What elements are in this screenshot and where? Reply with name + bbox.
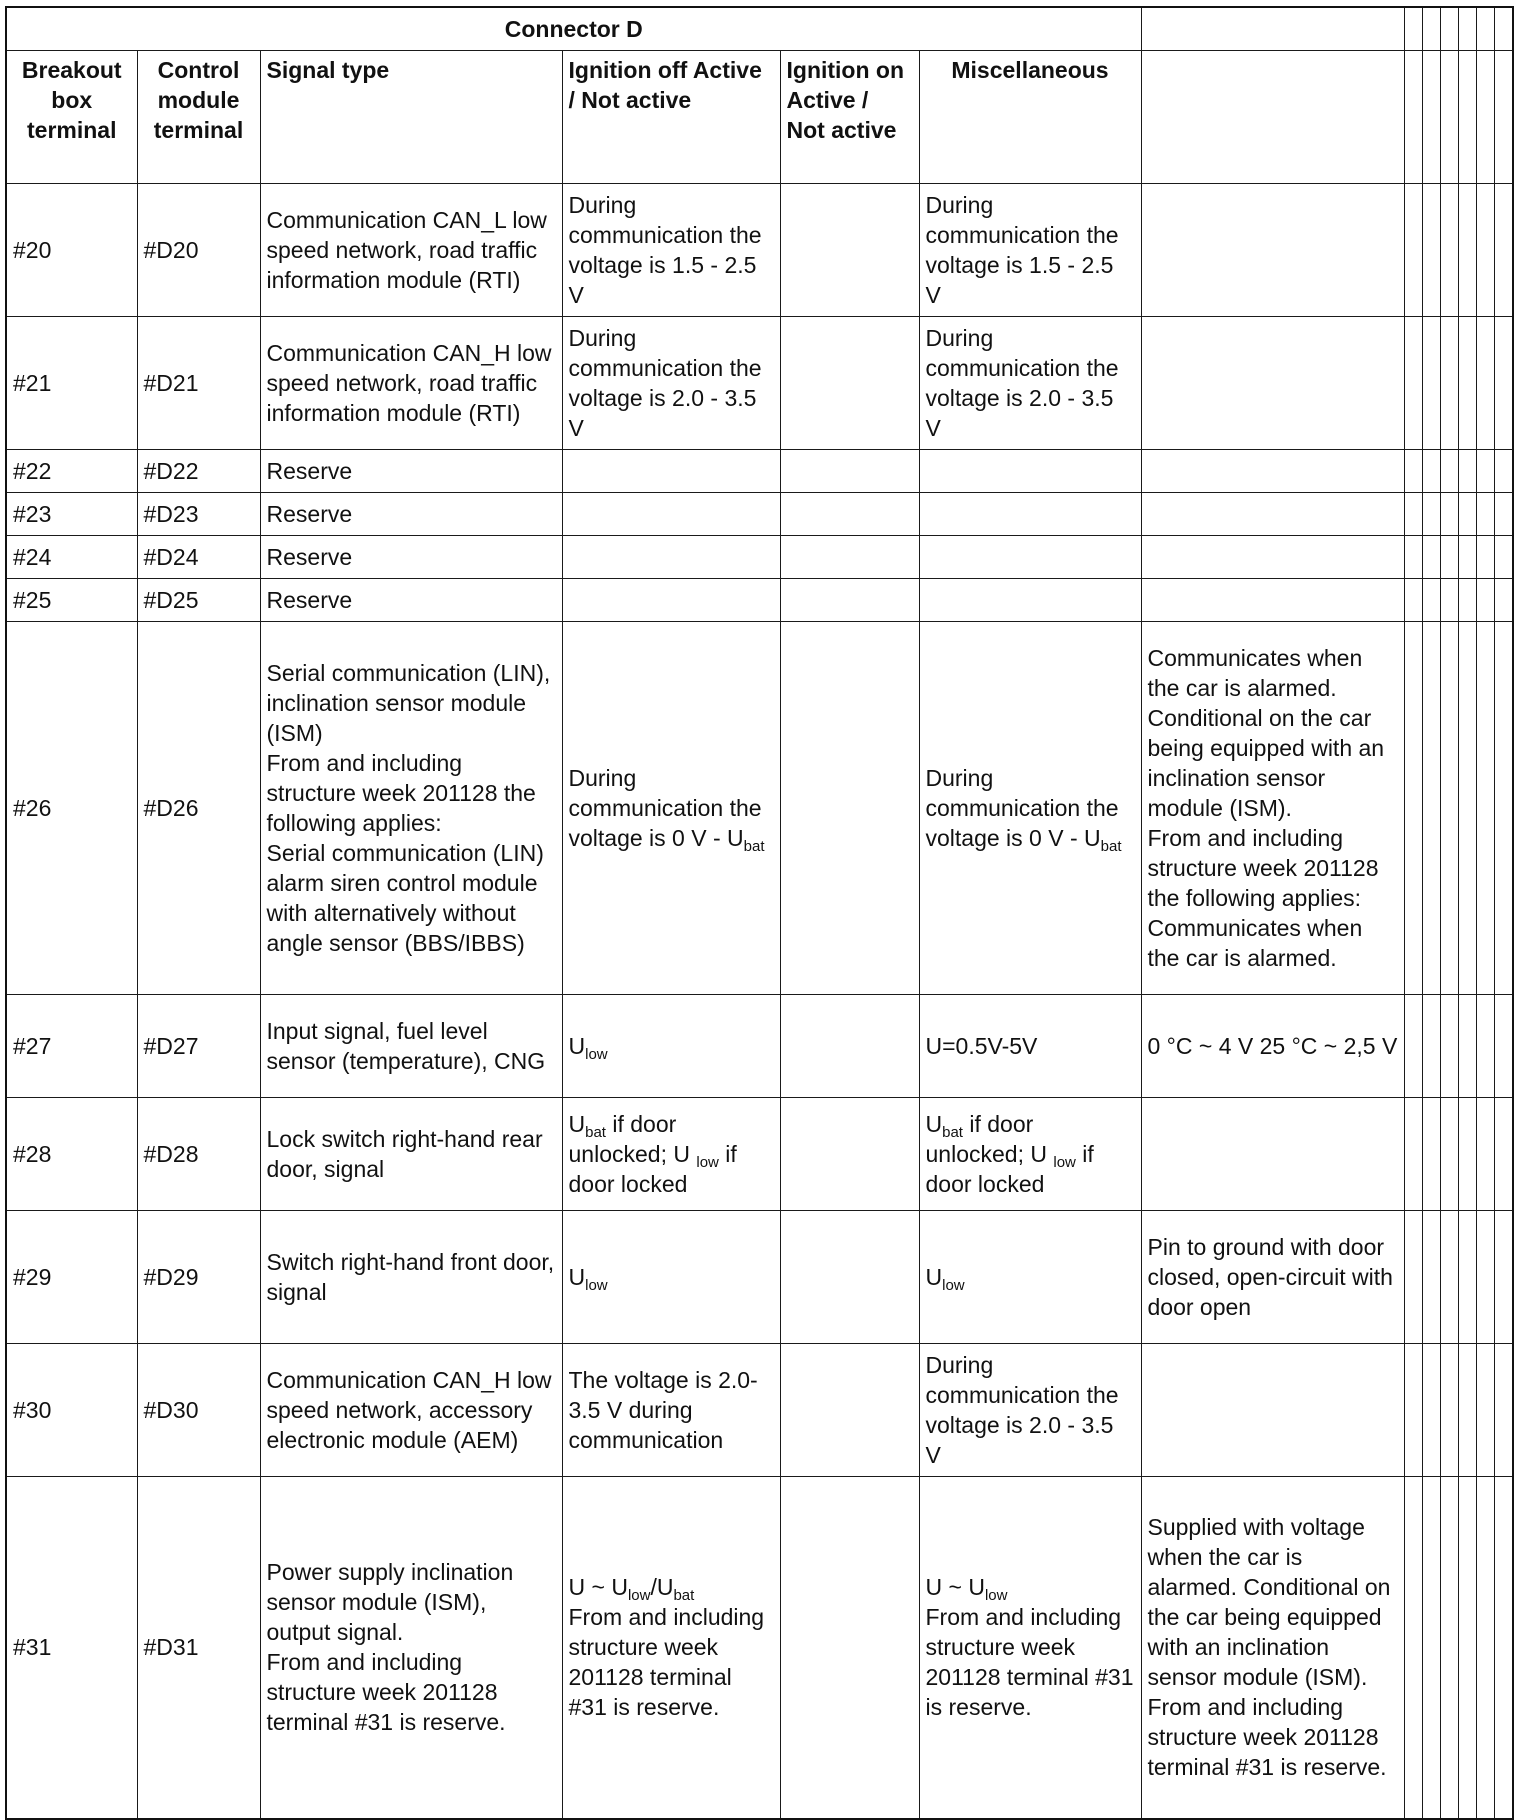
title-spacer [1141,7,1404,50]
text-part: /U [650,1574,674,1601]
miscellaneous-cell: During communication the voltage is 1.5 - 2.5 V [919,183,1141,316]
strip-cell [1404,449,1422,492]
header-extra [1141,50,1404,183]
strip-cell [1476,994,1494,1097]
strip-cell [1494,183,1513,316]
control-terminal-cell: #D29 [137,1210,260,1343]
signal-type-cell: Input signal, fuel level sensor (temperature), CNG [260,994,562,1097]
text-part: From and including structure week 201128 terminal #31 is reserve. [925,1604,1134,1721]
header-signal-type: Signal type [260,50,562,183]
breakout-terminal-cell: #31 [6,1476,137,1819]
strip-cell [1404,1210,1422,1343]
control-terminal-cell: #D26 [137,621,260,994]
signal-type-cell: Power supply inclination sensor module (ISM), output signal. From and including structure week 201128 terminal #31 is reserve. [260,1476,562,1819]
strip-cell [1422,1097,1440,1210]
extra-cell: Supplied with voltage when the car is alarmed. Conditional on the car being equipped with an inclination sensor module (ISM). From and including structure week 201128 terminal #31 is reserve. [1141,1476,1404,1819]
strip-cell [1404,1343,1422,1476]
miscellaneous-cell [919,1097,1141,1210]
miscellaneous-cell [919,578,1141,621]
strip-cell [1458,183,1476,316]
strip-cell [1422,7,1440,50]
text-part: if door locked [568,1140,737,1197]
text-part: if door locked [925,1140,1094,1197]
header-ignition-off: Ignition off Active / Not active [562,50,780,183]
strip-cell [1440,492,1458,535]
table-row [6,1097,1513,1210]
ignition-on-cell [780,535,919,578]
strip-cell [1404,578,1422,621]
table-row [6,492,1513,535]
ignition-off-cell [562,535,780,578]
ignition-on-cell [780,1476,919,1819]
strip-cell [1458,1476,1476,1819]
signal-type-cell: Communication CAN_L low speed network, road traffic information module (RTI) [260,183,562,316]
strip-cell [1476,1210,1494,1343]
strip-cell [1494,1343,1513,1476]
table-row [6,183,1513,316]
control-terminal-cell: #D28 [137,1097,260,1210]
ignition-on-cell [780,1210,919,1343]
subscript: low [984,1587,1008,1605]
ignition-off-cell [562,449,780,492]
strip-cell [1404,50,1422,183]
ignition-on-cell [780,492,919,535]
strip-cell [1404,183,1422,316]
ignition-on-cell [780,621,919,994]
miscellaneous-cell [919,1476,1141,1819]
control-terminal-cell: #D21 [137,316,260,449]
signal-type-cell: Communication CAN_H low speed network, road traffic information module (RTI) [260,316,562,449]
miscellaneous-text: During communication the voltage is 0 V - U [925,764,1119,851]
text-part: if door unlocked; U [925,1110,1054,1167]
strip-cell [1476,578,1494,621]
breakout-terminal-cell: #25 [6,578,137,621]
ignition-on-cell [780,578,919,621]
strip-cell [1404,492,1422,535]
strip-cell [1476,50,1494,183]
ignition-on-cell [780,316,919,449]
strip-cell [1440,1343,1458,1476]
extra-cell [1141,535,1404,578]
strip-cell [1422,183,1440,316]
strip-cell [1476,183,1494,316]
table-row [6,449,1513,492]
ignition-off-cell: During communication the voltage is 2.0 - 3.5 V [562,316,780,449]
strip-cell [1476,316,1494,449]
strip-cell [1440,449,1458,492]
breakout-terminal-cell: #26 [6,621,137,994]
strip-cell [1422,578,1440,621]
strip-cell [1458,1210,1476,1343]
ignition-off-cell [562,1097,780,1210]
subscript: bat [743,837,765,855]
miscellaneous-cell [919,621,1141,994]
ignition-off-text: During communication the voltage is 0 V - U [568,764,762,851]
strip-cell [1440,535,1458,578]
strip-cell [1458,621,1476,994]
ignition-off-cell [562,492,780,535]
strip-cell [1440,1097,1458,1210]
control-terminal-cell: #D30 [137,1343,260,1476]
strip-cell [1476,492,1494,535]
breakout-terminal-cell: #22 [6,449,137,492]
strip-cell [1494,535,1513,578]
table-row [6,994,1513,1097]
strip-cell [1440,183,1458,316]
strip-cell [1440,1476,1458,1819]
strip-cell [1458,7,1476,50]
table-row [6,1210,1513,1343]
signal-type-cell: Lock switch right-hand rear door, signal [260,1097,562,1210]
miscellaneous-cell [919,449,1141,492]
strip-cell [1458,50,1476,183]
strip-cell [1494,1210,1513,1343]
strip-cell [1476,535,1494,578]
miscellaneous-cell [919,492,1141,535]
header-miscellaneous: Miscellaneous [919,50,1141,183]
strip-cell [1458,1343,1476,1476]
strip-cell [1476,449,1494,492]
strip-cell [1440,50,1458,183]
extra-cell: 0 °C ~ 4 V 25 °C ~ 2,5 V [1141,994,1404,1097]
signal-type-cell: Reserve [260,578,562,621]
control-terminal-cell: #D27 [137,994,260,1097]
ignition-off-cell: The voltage is 2.0-3.5 V during communication [562,1343,780,1476]
strip-cell [1422,535,1440,578]
table-row [6,1343,1513,1476]
miscellaneous-cell: U=0.5V-5V [919,994,1141,1097]
subscript: low [627,1587,651,1605]
subscript: low [585,1276,608,1294]
ignition-on-cell [780,994,919,1097]
ignition-off-cell [562,621,780,994]
extra-cell [1141,1097,1404,1210]
signal-type-cell: Reserve [260,535,562,578]
ignition-on-cell [780,1097,919,1210]
strip-cell [1422,50,1440,183]
strip-cell [1476,1343,1494,1476]
control-terminal-cell: #D31 [137,1476,260,1819]
extra-cell [1141,449,1404,492]
ignition-on-cell [780,183,919,316]
connector-d-table [5,6,1514,1820]
strip-cell [1494,316,1513,449]
strip-cell [1422,1343,1440,1476]
ignition-off-cell [562,578,780,621]
title-row [6,7,1513,50]
strip-cell [1422,492,1440,535]
miscellaneous-cell: During communication the voltage is 2.0 - 3.5 V [919,316,1141,449]
breakout-terminal-cell: #27 [6,994,137,1097]
text-part: U [568,1110,586,1137]
strip-cell [1422,449,1440,492]
strip-cell [1458,1097,1476,1210]
strip-cell [1404,535,1422,578]
table-row [6,621,1513,994]
strip-cell [1440,1210,1458,1343]
breakout-terminal-cell: #23 [6,492,137,535]
header-row [6,50,1513,183]
extra-cell [1141,492,1404,535]
strip-cell [1494,578,1513,621]
breakout-terminal-cell: #21 [6,316,137,449]
signal-type-cell: Serial communication (LIN), inclination sensor module (ISM) From and including structure week 201128 the following applies: Serial communication (LIN) alarm siren control module with alternatively without angle sensor (BBS/IBBS) [260,621,562,994]
strip-cell [1476,1097,1494,1210]
strip-cell [1404,316,1422,449]
strip-cell [1494,50,1513,183]
strip-cell [1422,1210,1440,1343]
subscript: low [1053,1153,1076,1171]
strip-cell [1458,449,1476,492]
ignition-off-cell [562,1210,780,1343]
strip-cell [1404,7,1422,50]
strip-cell [1440,578,1458,621]
strip-cell [1422,621,1440,994]
extra-cell: Communicates when the car is alarmed. Conditional on the car being equipped with an inclination sensor module (ISM). From and including structure week 201128 the following applies: Communicates when the car is alarmed. [1141,621,1404,994]
ignition-off-text: U [568,1032,586,1059]
strip-cell [1476,7,1494,50]
signal-type-cell: Reserve [260,449,562,492]
strip-cell [1440,7,1458,50]
strip-cell [1458,316,1476,449]
extra-cell: Pin to ground with door closed, open-circuit with door open [1141,1210,1404,1343]
ignition-off-cell [562,994,780,1097]
table-row [6,316,1513,449]
strip-cell [1494,621,1513,994]
table-row [6,1476,1513,1819]
control-terminal-cell: #D25 [137,578,260,621]
strip-cell [1404,1476,1422,1819]
subscript: low [585,1045,608,1063]
control-terminal-cell: #D23 [137,492,260,535]
miscellaneous-cell [919,535,1141,578]
connector-d-document [5,6,1514,1820]
text-part: U ~ U [568,1574,628,1601]
miscellaneous-text: U [925,1263,943,1290]
breakout-terminal-cell: #28 [6,1097,137,1210]
strip-cell [1494,7,1513,50]
strip-cell [1476,1476,1494,1819]
strip-cell [1404,1097,1422,1210]
strip-cell [1422,316,1440,449]
strip-cell [1494,1097,1513,1210]
strip-cell [1476,621,1494,994]
text-part: From and including structure week 201128 terminal #31 is reserve. [568,1604,765,1721]
control-terminal-cell: #D24 [137,535,260,578]
strip-cell [1494,492,1513,535]
strip-cell [1440,316,1458,449]
control-terminal-cell: #D22 [137,449,260,492]
table-row [6,535,1513,578]
strip-cell [1422,1476,1440,1819]
strip-cell [1494,1476,1513,1819]
strip-cell [1440,621,1458,994]
subscript: bat [673,1587,695,1605]
miscellaneous-cell: During communication the voltage is 2.0 - 3.5 V [919,1343,1141,1476]
subscript: bat [585,1123,606,1141]
control-terminal-cell: #D20 [137,183,260,316]
text-part: U [925,1110,943,1137]
ignition-off-text: U [568,1263,586,1290]
strip-cell [1458,492,1476,535]
strip-cell [1458,535,1476,578]
strip-cell [1404,994,1422,1097]
strip-cell [1422,994,1440,1097]
ignition-on-cell [780,449,919,492]
subscript: bat [942,1123,963,1141]
ignition-on-cell [780,1343,919,1476]
header-control-module-terminal: Control module terminal [137,50,260,183]
breakout-terminal-cell: #29 [6,1210,137,1343]
strip-cell [1458,578,1476,621]
miscellaneous-cell [919,1210,1141,1343]
signal-type-cell: Switch right-hand front door, signal [260,1210,562,1343]
strip-cell [1494,449,1513,492]
strip-cell [1494,994,1513,1097]
table-title: Connector D [6,7,1141,50]
subscript: low [942,1276,965,1294]
strip-cell [1440,994,1458,1097]
ignition-off-cell [562,1476,780,1819]
ignition-off-cell: During communication the voltage is 1.5 - 2.5 V [562,183,780,316]
text-part: U ~ U [925,1574,985,1601]
strip-cell [1458,994,1476,1097]
table-row [6,578,1513,621]
text-part: if door unlocked; U [568,1110,697,1167]
breakout-terminal-cell: #30 [6,1343,137,1476]
header-ignition-on: Ignition on Active / Not active [780,50,919,183]
signal-type-cell: Communication CAN_H low speed network, accessory electronic module (AEM) [260,1343,562,1476]
signal-type-cell: Reserve [260,492,562,535]
extra-cell [1141,316,1404,449]
subscript: bat [1100,837,1122,855]
breakout-terminal-cell: #20 [6,183,137,316]
extra-cell [1141,1343,1404,1476]
extra-cell [1141,183,1404,316]
subscript: low [696,1153,719,1171]
extra-cell [1141,578,1404,621]
header-breakout-terminal: Breakout box terminal [6,50,137,183]
strip-cell [1404,621,1422,994]
breakout-terminal-cell: #24 [6,535,137,578]
